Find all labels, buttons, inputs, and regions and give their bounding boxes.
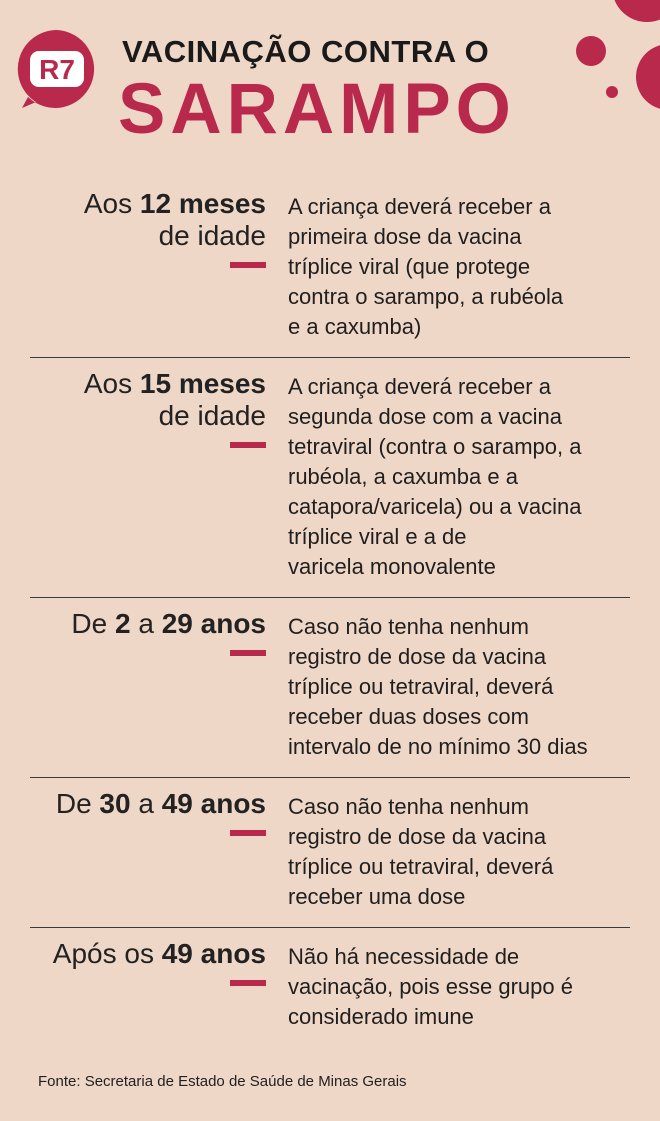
recommendation-line: intervalo de no mínimo 30 dias [288,734,588,759]
accent-bar [230,650,266,656]
decorative-circle [576,36,606,66]
recommendation-line: Não há necessidade de [288,944,520,969]
recommendation-line: considerado imune [288,1004,474,1029]
accent-bar [230,442,266,448]
age-value: 2 [115,608,131,639]
age-group [30,938,266,986]
age-text: De [71,608,115,639]
recommendation-line: registro de dose da vacina [288,824,547,849]
decorative-circle [612,0,660,22]
age-line [30,788,266,820]
recommendation-line: A criança deverá receber a [288,374,551,399]
age-value: 49 anos [161,788,266,819]
age-line [30,938,266,970]
age-text: de idade [158,220,266,251]
recommendation [288,372,628,582]
age-text: De [55,788,100,819]
age-value: 30 [99,788,131,819]
vaccination-schedule [30,178,630,1058]
accent-bar [230,830,266,836]
age-line [30,220,266,252]
recommendation-line: rubéola, a caxumba e a [288,464,518,489]
page-title: VACINAÇÃO CONTRA O [122,34,490,69]
recommendation-line: primeira dose da vacina [288,224,522,249]
recommendation-line: Caso não tenha nenhum [288,794,529,819]
age-text: Aos [83,368,140,399]
recommendation-line: receber uma dose [288,884,466,909]
age-group [30,608,266,656]
recommendation-line: catapora/varicela) ou a vacina [288,494,582,519]
age-text: a [130,608,162,639]
schedule-row [30,178,630,358]
age-text: de idade [158,400,266,431]
recommendation-line: segunda dose com a vacina [288,404,562,429]
age-line [30,608,266,640]
schedule-row [30,928,630,1058]
schedule-row [30,778,630,928]
recommendation [288,792,628,912]
recommendation-line: Caso não tenha nenhum [288,614,529,639]
recommendation-line: tríplice viral (que protege [288,254,531,279]
recommendation-line: tríplice viral e a de [288,524,467,549]
age-text: Aos [83,188,140,219]
schedule-row [30,358,630,598]
recommendation-line: receber duas doses com [288,704,529,729]
age-group [30,368,266,448]
schedule-row [30,598,630,778]
accent-bar [230,980,266,986]
recommendation-line: varicela monovalente [288,554,496,579]
recommendation-line: e a caxumba) [288,314,422,339]
age-text: Após os [52,938,162,969]
recommendation [288,192,628,342]
decorative-circle [636,44,660,110]
accent-bar [230,262,266,268]
age-line [30,400,266,432]
age-text: a [130,788,162,819]
recommendation [288,942,628,1032]
recommendation-line: tetraviral (contra o sarampo, a [288,434,582,459]
page-title-highlight: SARAMPO [118,70,516,149]
age-value: 49 anos [161,938,266,969]
age-value: 29 anos [161,608,266,639]
age-value: 15 meses [139,368,266,399]
recommendation-line: vacinação, pois esse grupo é [288,974,573,999]
recommendation-line: tríplice ou tetraviral, deverá [288,674,554,699]
recommendation [288,612,628,762]
recommendation-line: contra o sarampo, a rubéola [288,284,564,309]
age-group [30,188,266,268]
recommendation-line: registro de dose da vacina [288,644,547,669]
r7-logo [14,26,100,112]
age-line [30,368,266,400]
decorative-circle [606,86,618,98]
logo-text: R7 [39,54,75,85]
source-note: Fonte: Secretaria de Estado de Saúde de Minas Gerais [38,1073,407,1090]
age-value: 12 meses [139,188,266,219]
recommendation-line: tríplice ou tetraviral, deverá [288,854,554,879]
age-group [30,788,266,836]
recommendation-line: A criança deverá receber a [288,194,551,219]
age-line [30,188,266,220]
